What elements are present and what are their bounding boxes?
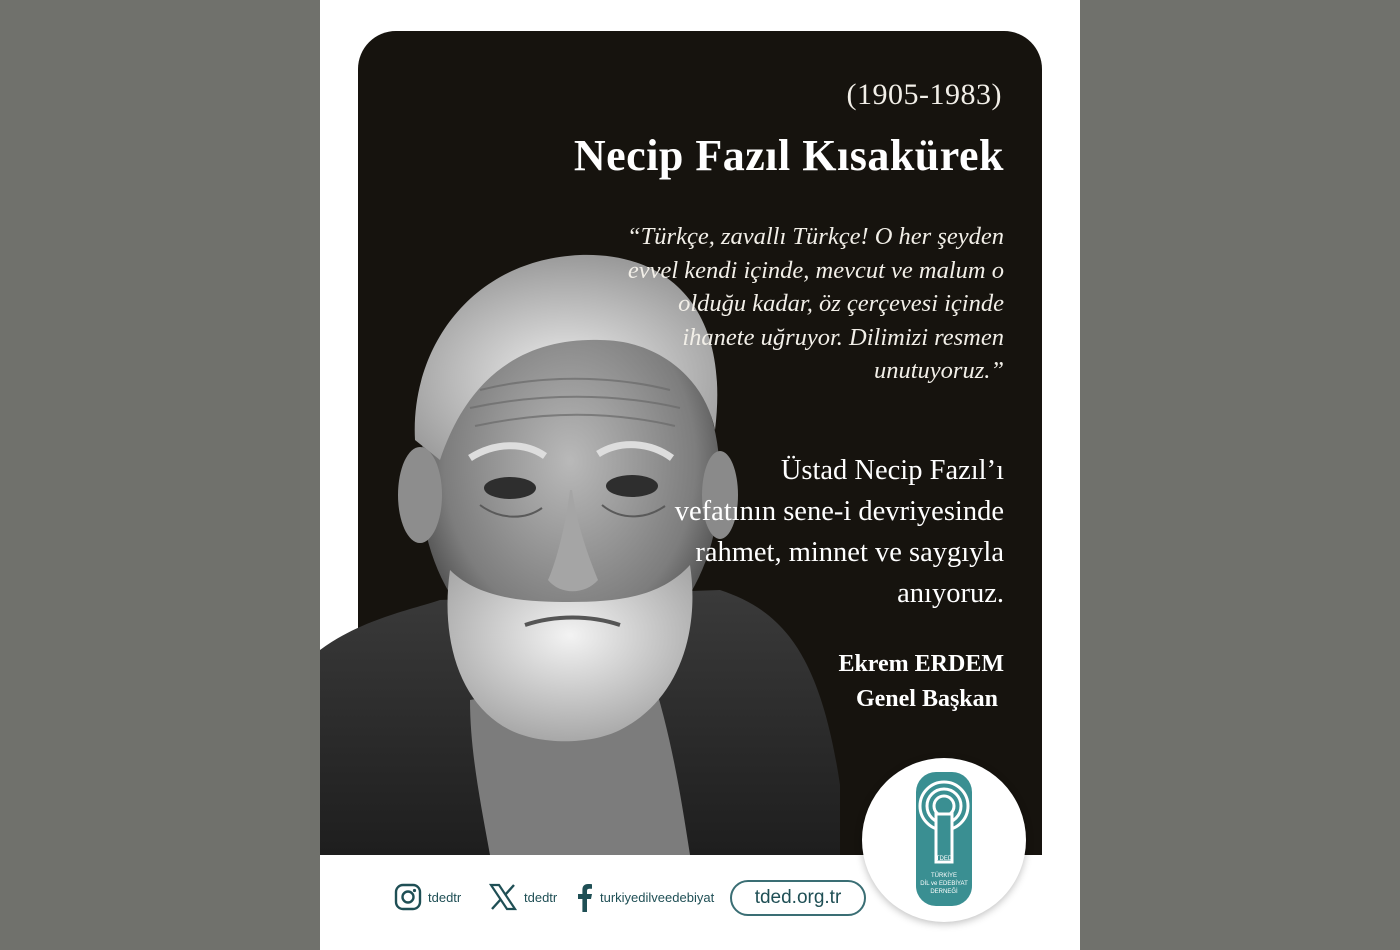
logo-line-3: DERNEĞİ <box>930 889 958 895</box>
signer-title: Genel Başkan <box>855 686 998 712</box>
x-icon <box>488 883 518 911</box>
quote-line: olduğu kadar, öz çerçevesi içinde <box>678 290 1004 317</box>
quote-line: “Türkçe, zavallı Türkçe! O her şeyden <box>627 223 1004 250</box>
website-link[interactable]: tded.org.tr <box>730 880 866 916</box>
facebook-icon <box>576 882 594 912</box>
tribute-line: anıyoruz. <box>897 578 1004 609</box>
x-link[interactable] <box>488 880 557 914</box>
quote-line: unutuyoruz.” <box>873 357 1004 384</box>
quote-line: evvel kendi içinde, mevcut ve malum o <box>627 256 1004 284</box>
logo-line-1: TÜRKİYE <box>930 873 958 879</box>
x-handle: tdedtr <box>524 889 558 905</box>
poet-name: Necip Fazıl Kısakürek <box>573 131 1004 180</box>
poster <box>320 0 1080 950</box>
logo-small-text: TDED <box>935 856 953 862</box>
instagram-handle: tdedtr <box>428 889 462 905</box>
tribute-text <box>604 450 1004 614</box>
instagram-link[interactable] <box>394 880 461 914</box>
quote <box>604 220 1004 388</box>
tribute-line: rahmet, minnet ve saygıyla <box>695 537 1004 568</box>
logo-line-2: DİL ve EDEBİYAT <box>920 881 968 887</box>
tded-logo <box>862 758 1026 922</box>
signer-name: Ekrem ERDEM <box>838 651 1004 677</box>
facebook-link[interactable] <box>576 880 714 914</box>
facebook-handle: turkiyedilveedebiyat <box>600 889 715 905</box>
instagram-icon <box>394 883 422 911</box>
tribute-line: vefatının sene-i devriyesinde <box>674 496 1004 527</box>
tribute-line: Üstad Necip Fazıl’ı <box>780 455 1004 486</box>
quote-line: ihanete uğruyor. Dilimizi resmen <box>682 323 1004 351</box>
tded-logo-icon <box>862 758 1026 922</box>
life-years: (1905-1983) <box>846 78 1002 111</box>
